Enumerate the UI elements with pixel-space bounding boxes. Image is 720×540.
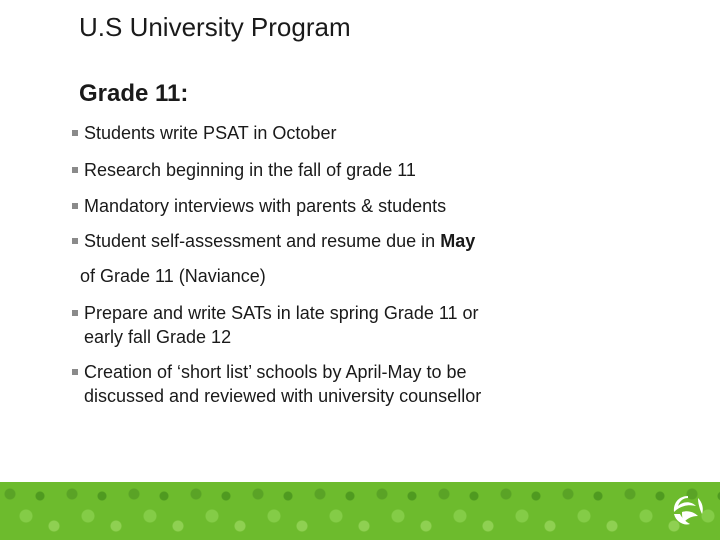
bullet-text: early fall Grade 12 — [84, 327, 232, 347]
bullet-item — [84, 194, 446, 218]
bullet-item — [84, 229, 475, 253]
bullet-item — [84, 158, 416, 182]
bullet-marker-icon — [72, 203, 78, 209]
bullet-text: Research beginning in the fall of grade 11 — [84, 160, 416, 180]
bullet-text-bold: May — [440, 231, 476, 251]
bullet-marker-icon — [72, 369, 78, 375]
footer-band — [0, 482, 720, 540]
bullet-continuation — [80, 264, 266, 288]
bullet-marker-icon — [72, 130, 78, 136]
bullet-marker-icon — [72, 167, 78, 173]
bullet-text: discussed and reviewed with university counsellor — [84, 386, 482, 406]
bullet-item — [84, 301, 479, 325]
bullet-item — [84, 121, 336, 145]
bullet-text: of Grade 11 (Naviance) — [80, 266, 266, 286]
bullet-continuation — [84, 325, 231, 349]
bullet-item — [84, 360, 467, 384]
bullet-continuation — [84, 384, 481, 408]
leaf-swirl-logo-icon — [668, 490, 708, 530]
bullet-text: Mandatory interviews with parents & students — [84, 196, 447, 216]
slide-title: U.S University Program — [79, 12, 351, 42]
slide-subtitle: Grade 11: — [79, 80, 189, 107]
bullet-text: Creation of ‘short list’ schools by April-May to be — [84, 362, 467, 382]
bullet-marker-icon — [72, 310, 78, 316]
bullet-text: Student self-assessment and resume due in — [84, 231, 441, 251]
bullet-text: Prepare and write SATs in late spring Grade 11 or — [84, 303, 479, 323]
bullet-marker-icon — [72, 238, 78, 244]
bullet-text: Students write PSAT in October — [84, 123, 337, 143]
